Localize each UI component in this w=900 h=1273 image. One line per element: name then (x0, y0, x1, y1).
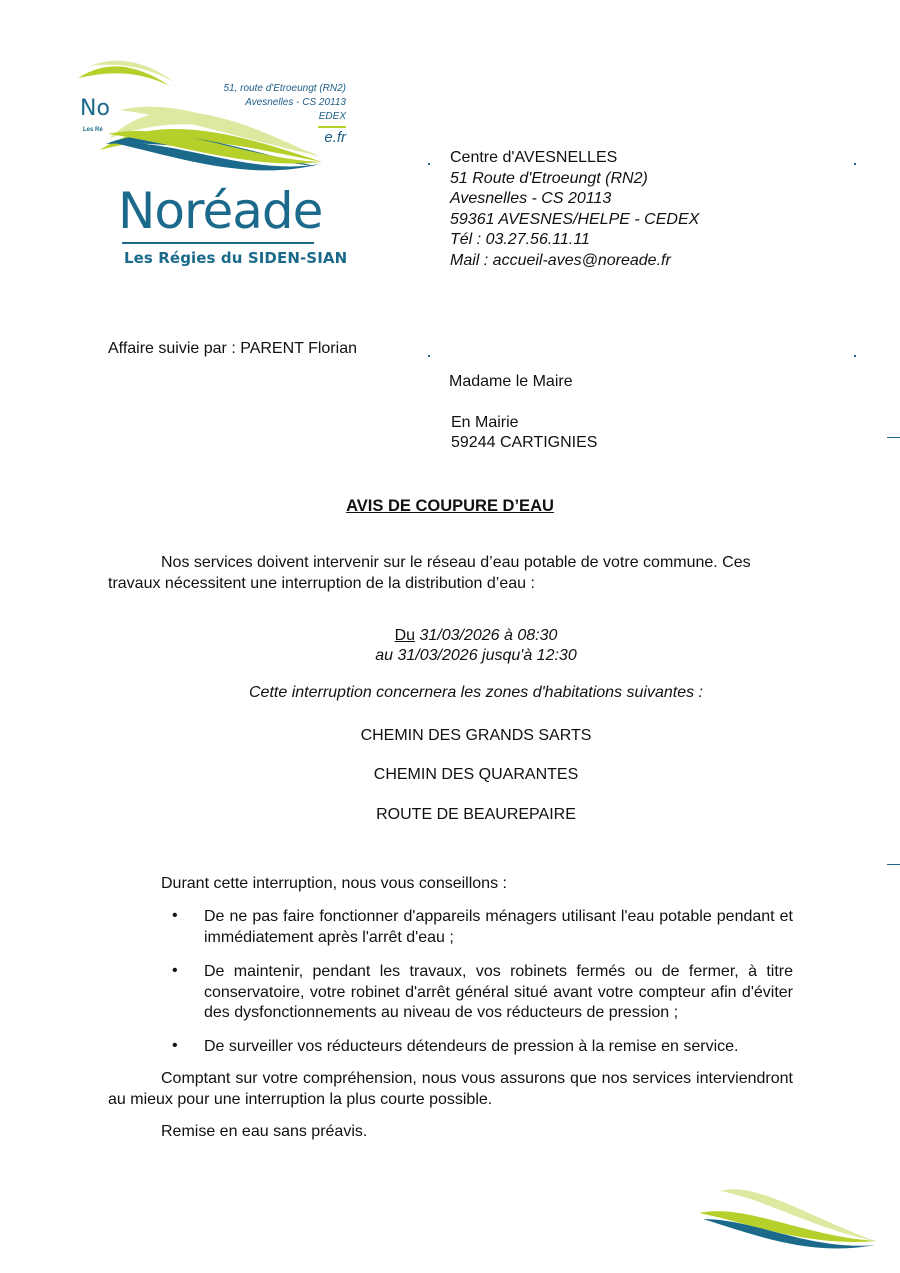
advice-item: De surveiller vos réducteurs détendeurs de pression à la remise en service. (204, 1038, 739, 1055)
corner-mark (854, 163, 856, 165)
logo-web: e.fr (324, 129, 346, 146)
period-to: au 31/03/2026 jusqu'à 12:30 (375, 647, 577, 664)
advice-item: De ne pas faire fonctionner d'appareils ménagers utilisant l'eau potable pendant et immédiatement après l'arrêt d'eau ; (204, 908, 793, 946)
closing-paragraph: Comptant sur votre compréhension, nous vous assurons que nos services interviendront au mieux pour une interruption la plus courte possible. (108, 1070, 793, 1108)
recipient-address (449, 372, 597, 454)
period-du-label: Du (394, 627, 416, 644)
logo-address-line: Avesnelles - CS 20113 (245, 97, 346, 108)
corner-mark (428, 355, 430, 357)
corner-mark (854, 355, 856, 357)
recipient-name: Madame le Maire (449, 373, 573, 390)
intro-text: Nos services doivent intervenir sur le réseau d’eau potable de votre commune. Ces travaux nécessitent une interruption de la distribution d’eau : (108, 554, 751, 592)
recipient-line: 59244 CARTIGNIES (451, 434, 598, 451)
logo-address-line: EDEX (318, 111, 346, 122)
sender-address (450, 148, 699, 271)
case-handler: Affaire suivie par : PARENT Florian (108, 340, 357, 357)
logo-brand-name: Noréade (118, 182, 323, 240)
sender-town: Avesnelles - CS 20113 (450, 190, 612, 207)
document-title: AVIS DE COUPURE D’EAU (346, 497, 554, 515)
logo-address-line: 51, route d'Etroeungt (RN2) (223, 83, 346, 94)
recipient-line: En Mairie (451, 413, 519, 431)
street-item: CHEMIN DES QUARANTES (373, 766, 579, 783)
logo-brand-subtitle: Les Régies du SIDEN-SIAN (124, 249, 348, 267)
sender-mail: Mail : accueil-aves@noreade.fr (450, 251, 671, 269)
footer-waves-icon (695, 1185, 885, 1257)
logo-small-brand-sub: Les Ré (83, 127, 103, 133)
sender-phone: Tél : 03.27.56.11.11 (450, 231, 590, 248)
sender-postcode: 59361 AVESNES/HELPE - CEDEX (450, 210, 700, 228)
street-item: ROUTE DE BEAUREPAIRE (376, 806, 576, 823)
street-item: CHEMIN DES GRANDS SARTS (360, 727, 592, 744)
corner-mark (428, 163, 430, 165)
bullet-icon: • (172, 1037, 178, 1054)
advice-item: De maintenir, pendant les travaux, vos robinets fermés ou de fermer, à titre conservatoire, votre robinet d'arrêt général situé avant votre compteur afin d'éviter des dysfonctionnements au niveau de vos réducteurs de pression ; (204, 963, 793, 1021)
fold-mark (887, 437, 900, 438)
sender-centre: Centre d'AVESNELLES (450, 149, 618, 166)
logo-small-brand: No (80, 96, 110, 121)
period-from (0, 627, 900, 645)
remise-note: Remise en eau sans préavis. (161, 1123, 368, 1140)
zones-intro: Cette interruption concernera les zones d'habitations suivantes : (249, 684, 703, 701)
period-from-value: 31/03/2026 à 08:30 (415, 627, 558, 644)
bullet-icon: • (172, 962, 178, 979)
logo-brand-rule (122, 242, 314, 244)
intro-paragraph (108, 553, 798, 594)
fold-mark (887, 864, 900, 865)
sender-street: 51 Route d'Etroeungt (RN2) (450, 169, 648, 187)
bullet-icon: • (172, 907, 178, 924)
advice-intro: Durant cette interruption, nous vous conseillons : (161, 875, 507, 892)
logo-main-waves-icon (100, 100, 330, 182)
